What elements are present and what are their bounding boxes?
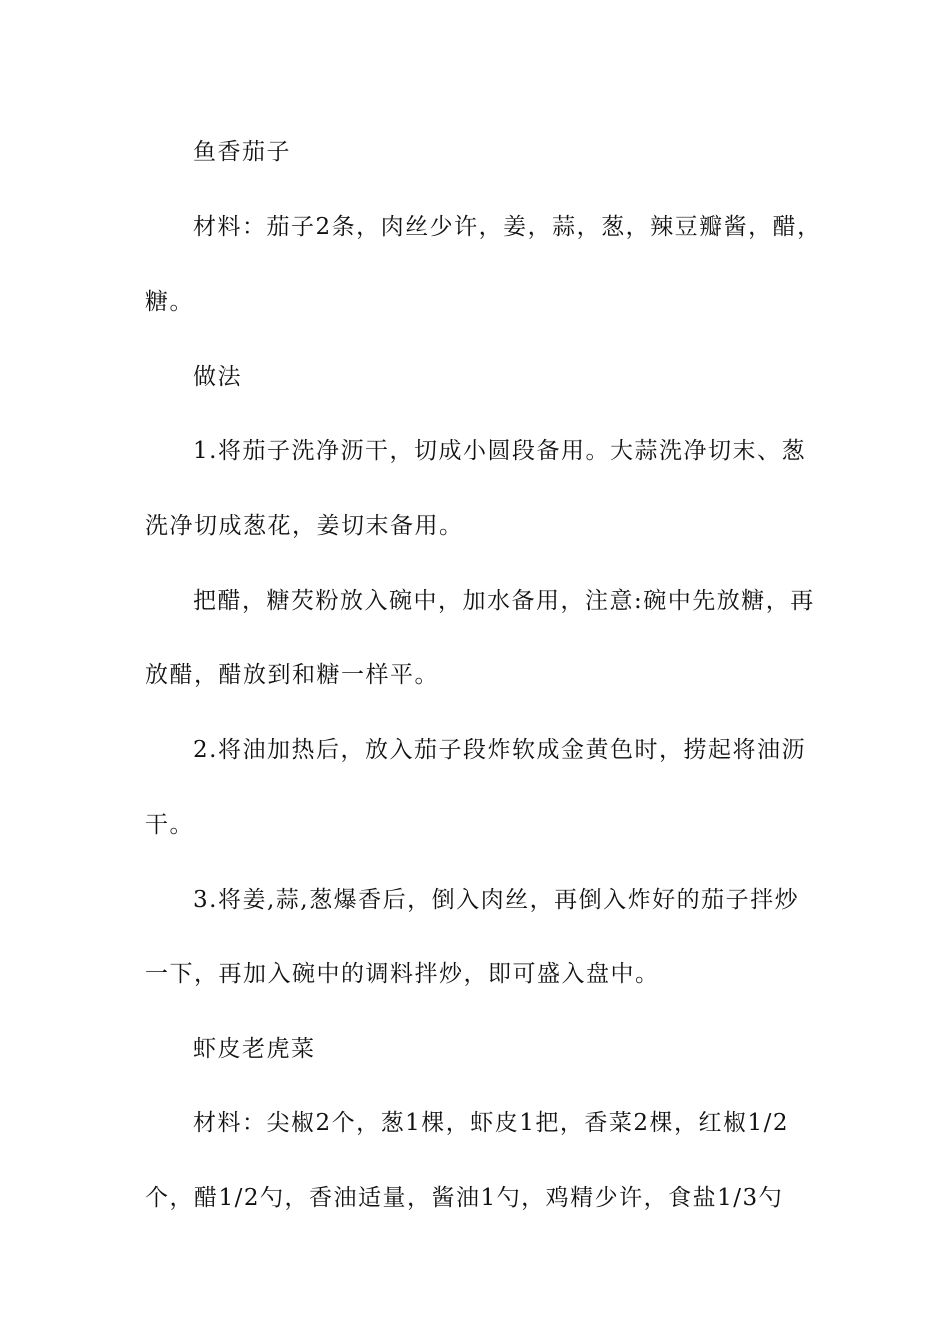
- step-text: 1.将茄子洗净沥干，切成小圆段备用。大蒜洗净切末、葱: [193, 438, 806, 464]
- ingredients-text: 材料：尖椒2个，葱1棵，虾皮1把，香菜2棵，红椒1/2: [193, 1110, 790, 1136]
- step-text: 2.将油加热后，放入茄子段炸软成金黄色时，捞起将油沥: [193, 737, 806, 763]
- note-text: 把醋，糖芡粉放入碗中，加水备用，注意:碗中先放糖，再: [193, 588, 815, 614]
- method-heading: 做法: [193, 364, 242, 390]
- recipe-title: 虾皮老虎菜: [193, 1036, 316, 1062]
- step-text-continued: 一下，再加入碗中的调料拌炒，即可盛入盘中。: [145, 961, 660, 987]
- step-text-continued: 洗净切成葱花，姜切末备用。: [145, 513, 464, 539]
- note-text-continued: 放醋，醋放到和糖一样平。: [145, 662, 439, 688]
- ingredients-text: 材料：茄子2条，肉丝少许，姜，蒜，葱，辣豆瓣酱，醋，: [193, 214, 822, 240]
- ingredients-text-continued: 个，醋1/2勺，香油适量，酱油1勺，鸡精少许，食盐1/3勺: [145, 1185, 784, 1211]
- step-text: 3.将姜,蒜,葱爆香后，倒入肉丝，再倒入炸好的茄子拌炒: [193, 887, 800, 913]
- recipe-title: 鱼香茄子: [193, 139, 291, 165]
- step-text-continued: 干。: [145, 812, 194, 838]
- ingredients-text-continued: 糖。: [145, 289, 194, 315]
